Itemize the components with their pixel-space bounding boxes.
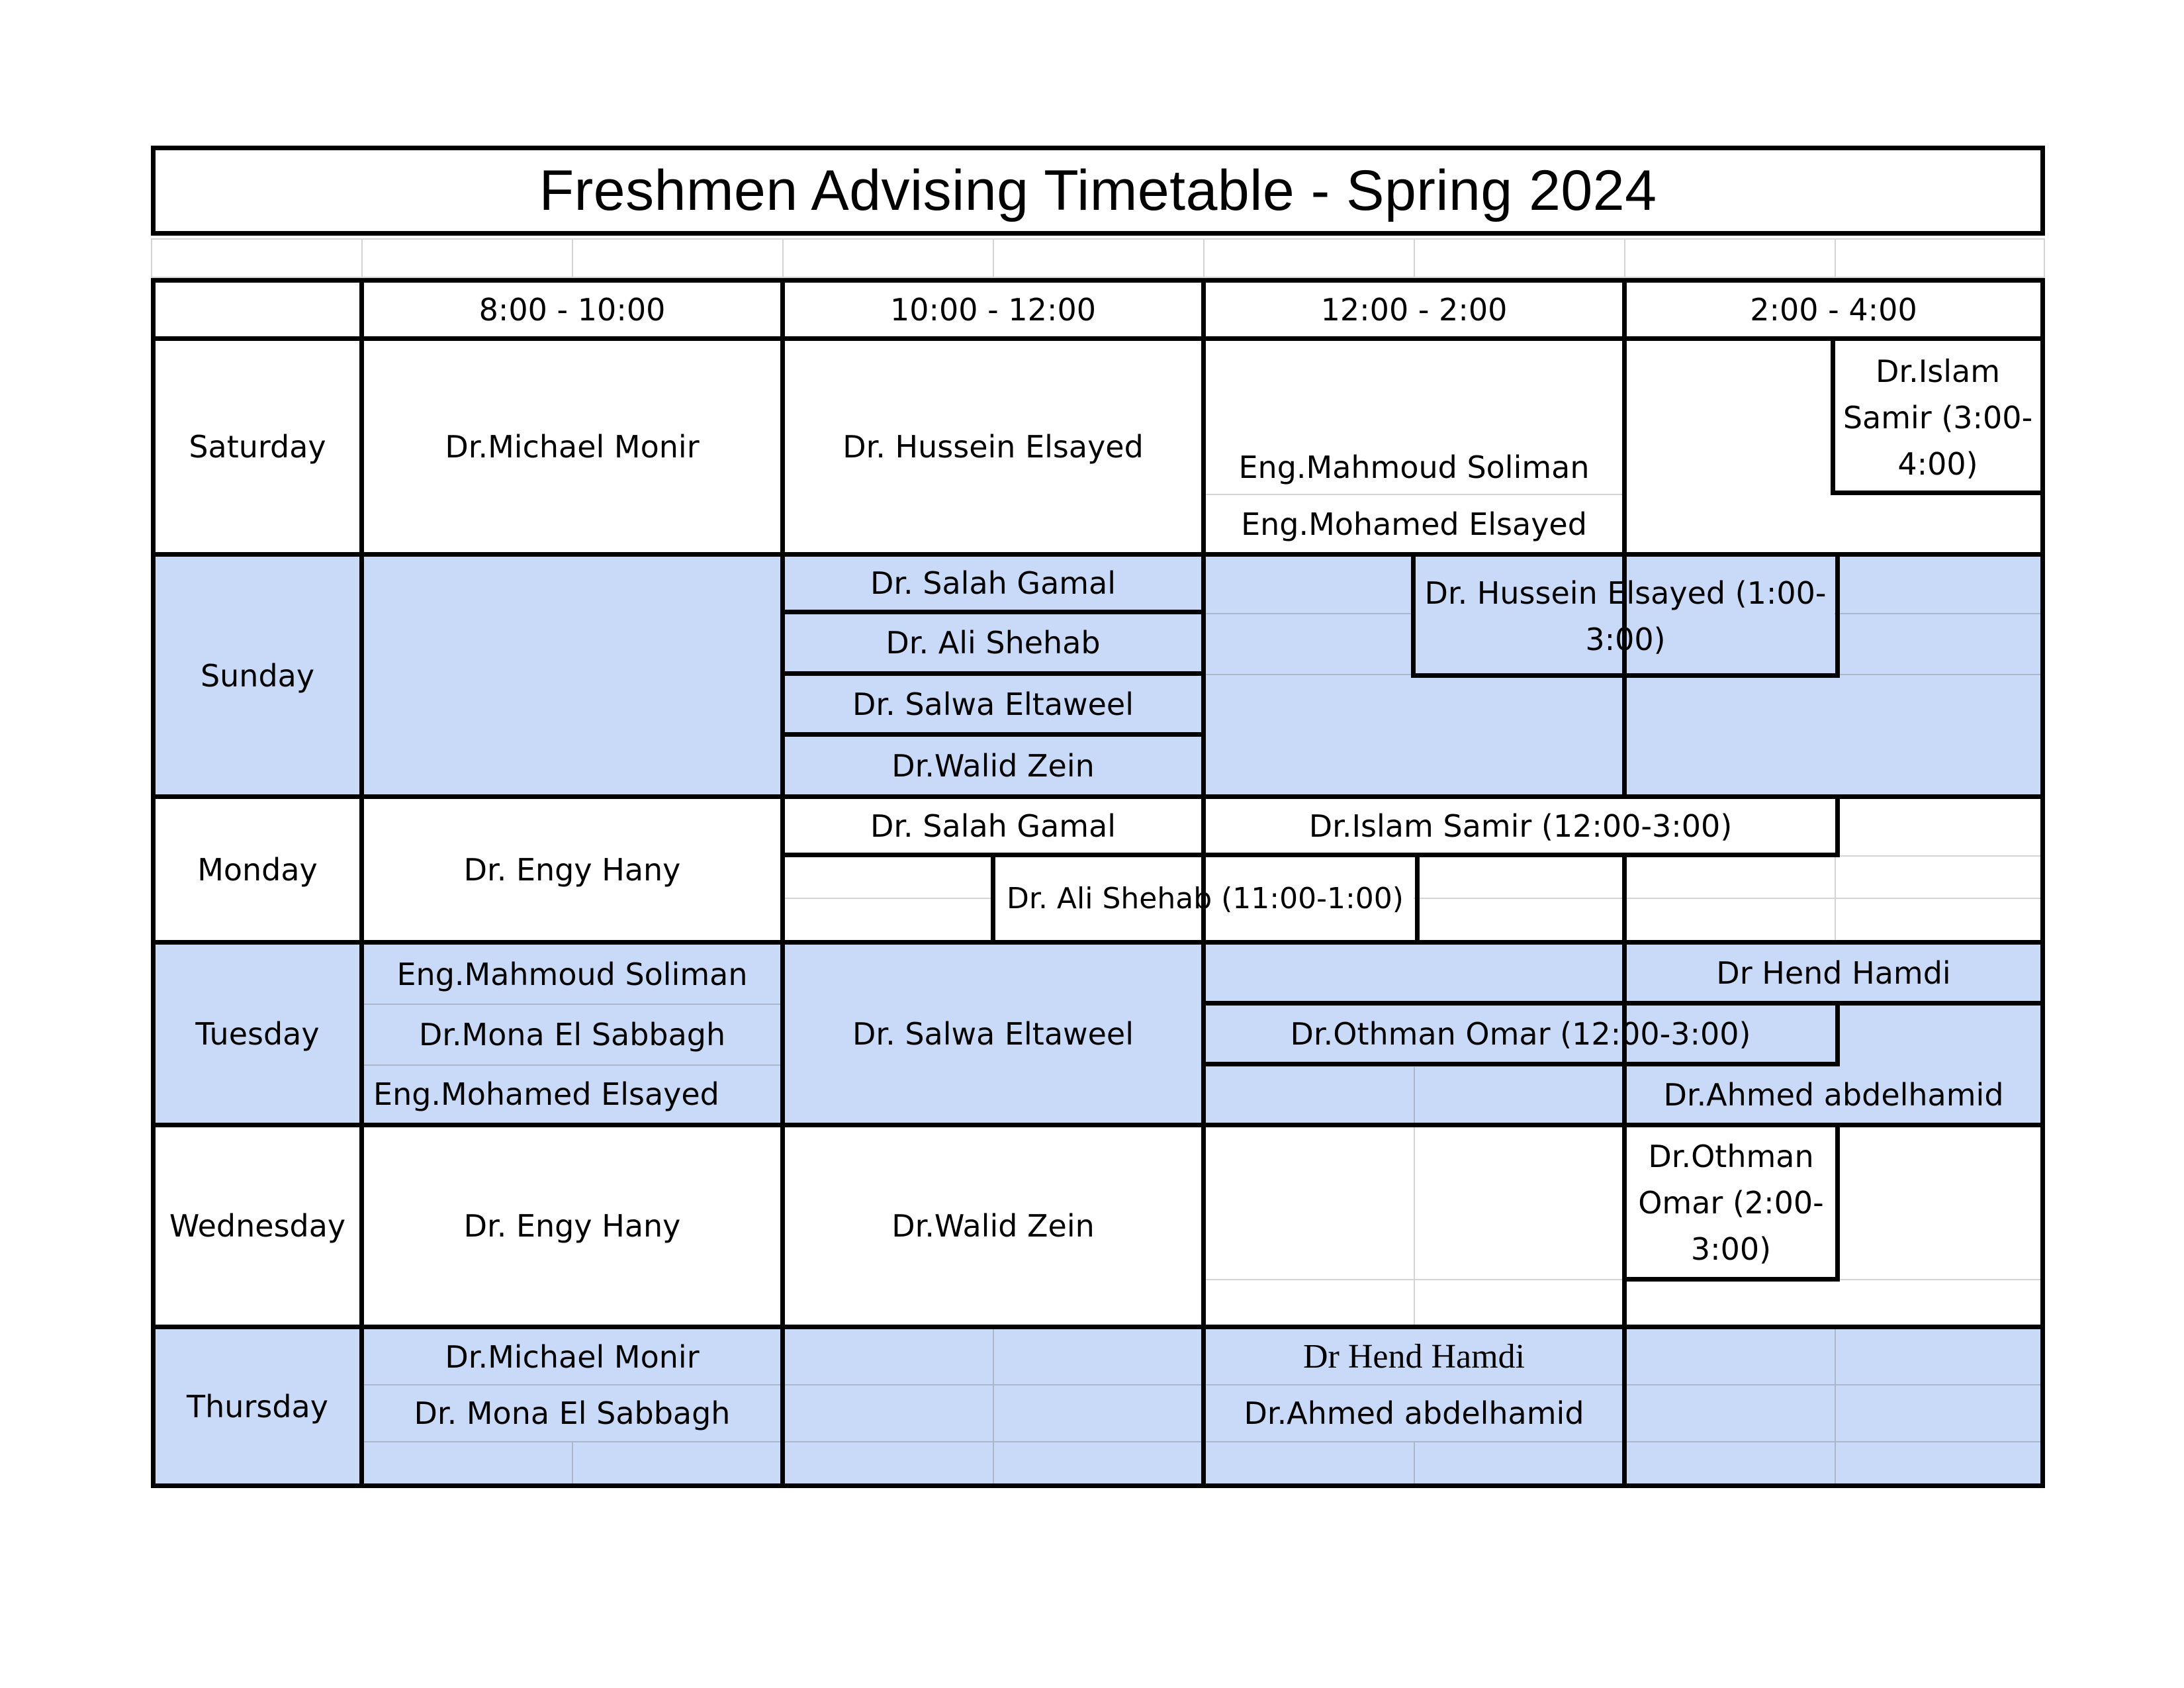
- advisor-slot: Dr.Walid Zein: [891, 747, 1095, 784]
- time-slot-header: 10:00 - 12:00: [890, 291, 1096, 328]
- gridline: [1835, 1327, 1836, 1486]
- day-label-saturday: Saturday: [189, 428, 326, 465]
- gridline: [1203, 613, 1414, 614]
- day-label-monday: Monday: [197, 851, 318, 888]
- table-border: [151, 336, 2045, 341]
- gridline: [1624, 238, 1625, 278]
- advisor-slot: Dr.Othman Omar (2:00-3:00): [1638, 1139, 1824, 1267]
- table-border: [780, 671, 1206, 676]
- gridline: [993, 238, 994, 278]
- gridline: [1414, 238, 1415, 278]
- gridline: [1414, 1441, 1415, 1486]
- table-border: [1622, 278, 1627, 794]
- table-border: [1201, 1001, 2045, 1006]
- advisor-slot: Eng.Mohamed Elsayed: [373, 1076, 719, 1112]
- advisor-slot: Dr Hend Hamdi: [1302, 1337, 1525, 1376]
- table-border: [151, 1483, 2045, 1488]
- table-border: [151, 1325, 2045, 1329]
- advisor-slot: Dr. Engy Hany: [463, 851, 681, 888]
- gridline: [782, 238, 784, 278]
- gridline: [1414, 898, 2045, 899]
- advisor-slot: Dr.Othman Omar (12:00-3:00): [1290, 1015, 1751, 1052]
- advisor-slot: Dr.Islam Samir (12:00-3:00): [1308, 808, 1733, 844]
- advisor-slot: Dr.Mona El Sabbagh: [418, 1017, 726, 1053]
- gridline: [572, 1441, 573, 1486]
- day-label-wednesday: Wednesday: [169, 1208, 346, 1244]
- gridline: [1835, 857, 1836, 943]
- advisor-slot: Dr. Hussein Elsayed: [842, 428, 1144, 465]
- table-border: [1835, 1001, 1840, 1066]
- advisor-slot: Dr. Ali Shehab (11:00-1:00): [1007, 881, 1404, 915]
- gridline: [1835, 1279, 2045, 1280]
- gridline: [1835, 613, 2045, 614]
- day-label-tuesday: Tuesday: [195, 1015, 320, 1052]
- table-border: [1201, 1062, 1840, 1066]
- table-border: [1835, 797, 1840, 857]
- advisor-slot: Dr.Walid Zein: [891, 1208, 1095, 1244]
- gridline: [1835, 238, 1836, 278]
- gridline: [1414, 1125, 1415, 1327]
- advisor-slot: Eng.Mahmoud Soliman: [1238, 449, 1590, 485]
- advisor-slot: Dr. Salwa Eltaweel: [852, 1015, 1134, 1052]
- gridline: [782, 898, 993, 899]
- time-slot-header: 12:00 - 2:00: [1320, 291, 1508, 328]
- gridline: [1414, 1067, 1415, 1125]
- gridline: [361, 238, 363, 278]
- advisor-slot: Dr.Ahmed abdelhamid: [1244, 1395, 1584, 1431]
- table-border: [151, 278, 2045, 283]
- advisor-slot: Dr.Islam Samir (3:00-4:00): [1843, 353, 2033, 482]
- gridline: [2044, 238, 2045, 278]
- page-title: Freshmen Advising Timetable - Spring 2024: [151, 146, 2045, 236]
- advisor-slot: Dr. Salah Gamal: [870, 808, 1116, 844]
- gridline: [1835, 674, 2045, 675]
- advisor-slot: Eng.Mahmoud Soliman: [396, 956, 748, 992]
- gridline: [1203, 674, 1414, 675]
- advisor-slot: Dr.Ahmed abdelhamid: [1663, 1076, 2004, 1113]
- advisor-slot: Dr.Michael Monir: [445, 1338, 700, 1375]
- advisor-slot: Dr. Hussein Elsayed (1:00-3:00): [1424, 575, 1827, 657]
- advisor-slot: Eng.Mohamed Elsayed: [1241, 506, 1587, 542]
- table-border: [151, 794, 2045, 799]
- gridline: [151, 238, 2045, 240]
- gridline: [993, 1327, 994, 1486]
- advisor-slot: Dr.Michael Monir: [445, 428, 700, 465]
- day-label-thursday: Thursday: [187, 1388, 328, 1425]
- advisor-slot: Dr. Engy Hany: [463, 1208, 681, 1244]
- advisor-slot: Dr. Salwa Eltaweel: [852, 686, 1134, 722]
- day-label-sunday: Sunday: [200, 657, 315, 694]
- gridline: [1835, 855, 2045, 857]
- advisor-slot: Dr Hend Hamdi: [1716, 955, 1951, 991]
- advisor-slot: Dr. Ali Shehab: [886, 625, 1101, 661]
- time-slot-header: 8:00 - 10:00: [478, 291, 666, 328]
- table-border: [780, 278, 785, 1488]
- table-border: [780, 610, 1206, 614]
- table-border: [780, 732, 1206, 737]
- time-slot-header: 2:00 - 4:00: [1750, 291, 1917, 328]
- gridline: [151, 238, 152, 278]
- advisor-slot: Dr. Salah Gamal: [870, 565, 1116, 601]
- gridline: [1203, 238, 1205, 278]
- gridline: [572, 238, 573, 278]
- gridline: [1203, 494, 1624, 495]
- table-border: [151, 278, 156, 1488]
- table-border: [1622, 854, 1627, 943]
- gridline: [1203, 1279, 1624, 1280]
- table-border: [359, 278, 364, 1488]
- advisor-slot: Dr. Mona El Sabbagh: [414, 1395, 731, 1431]
